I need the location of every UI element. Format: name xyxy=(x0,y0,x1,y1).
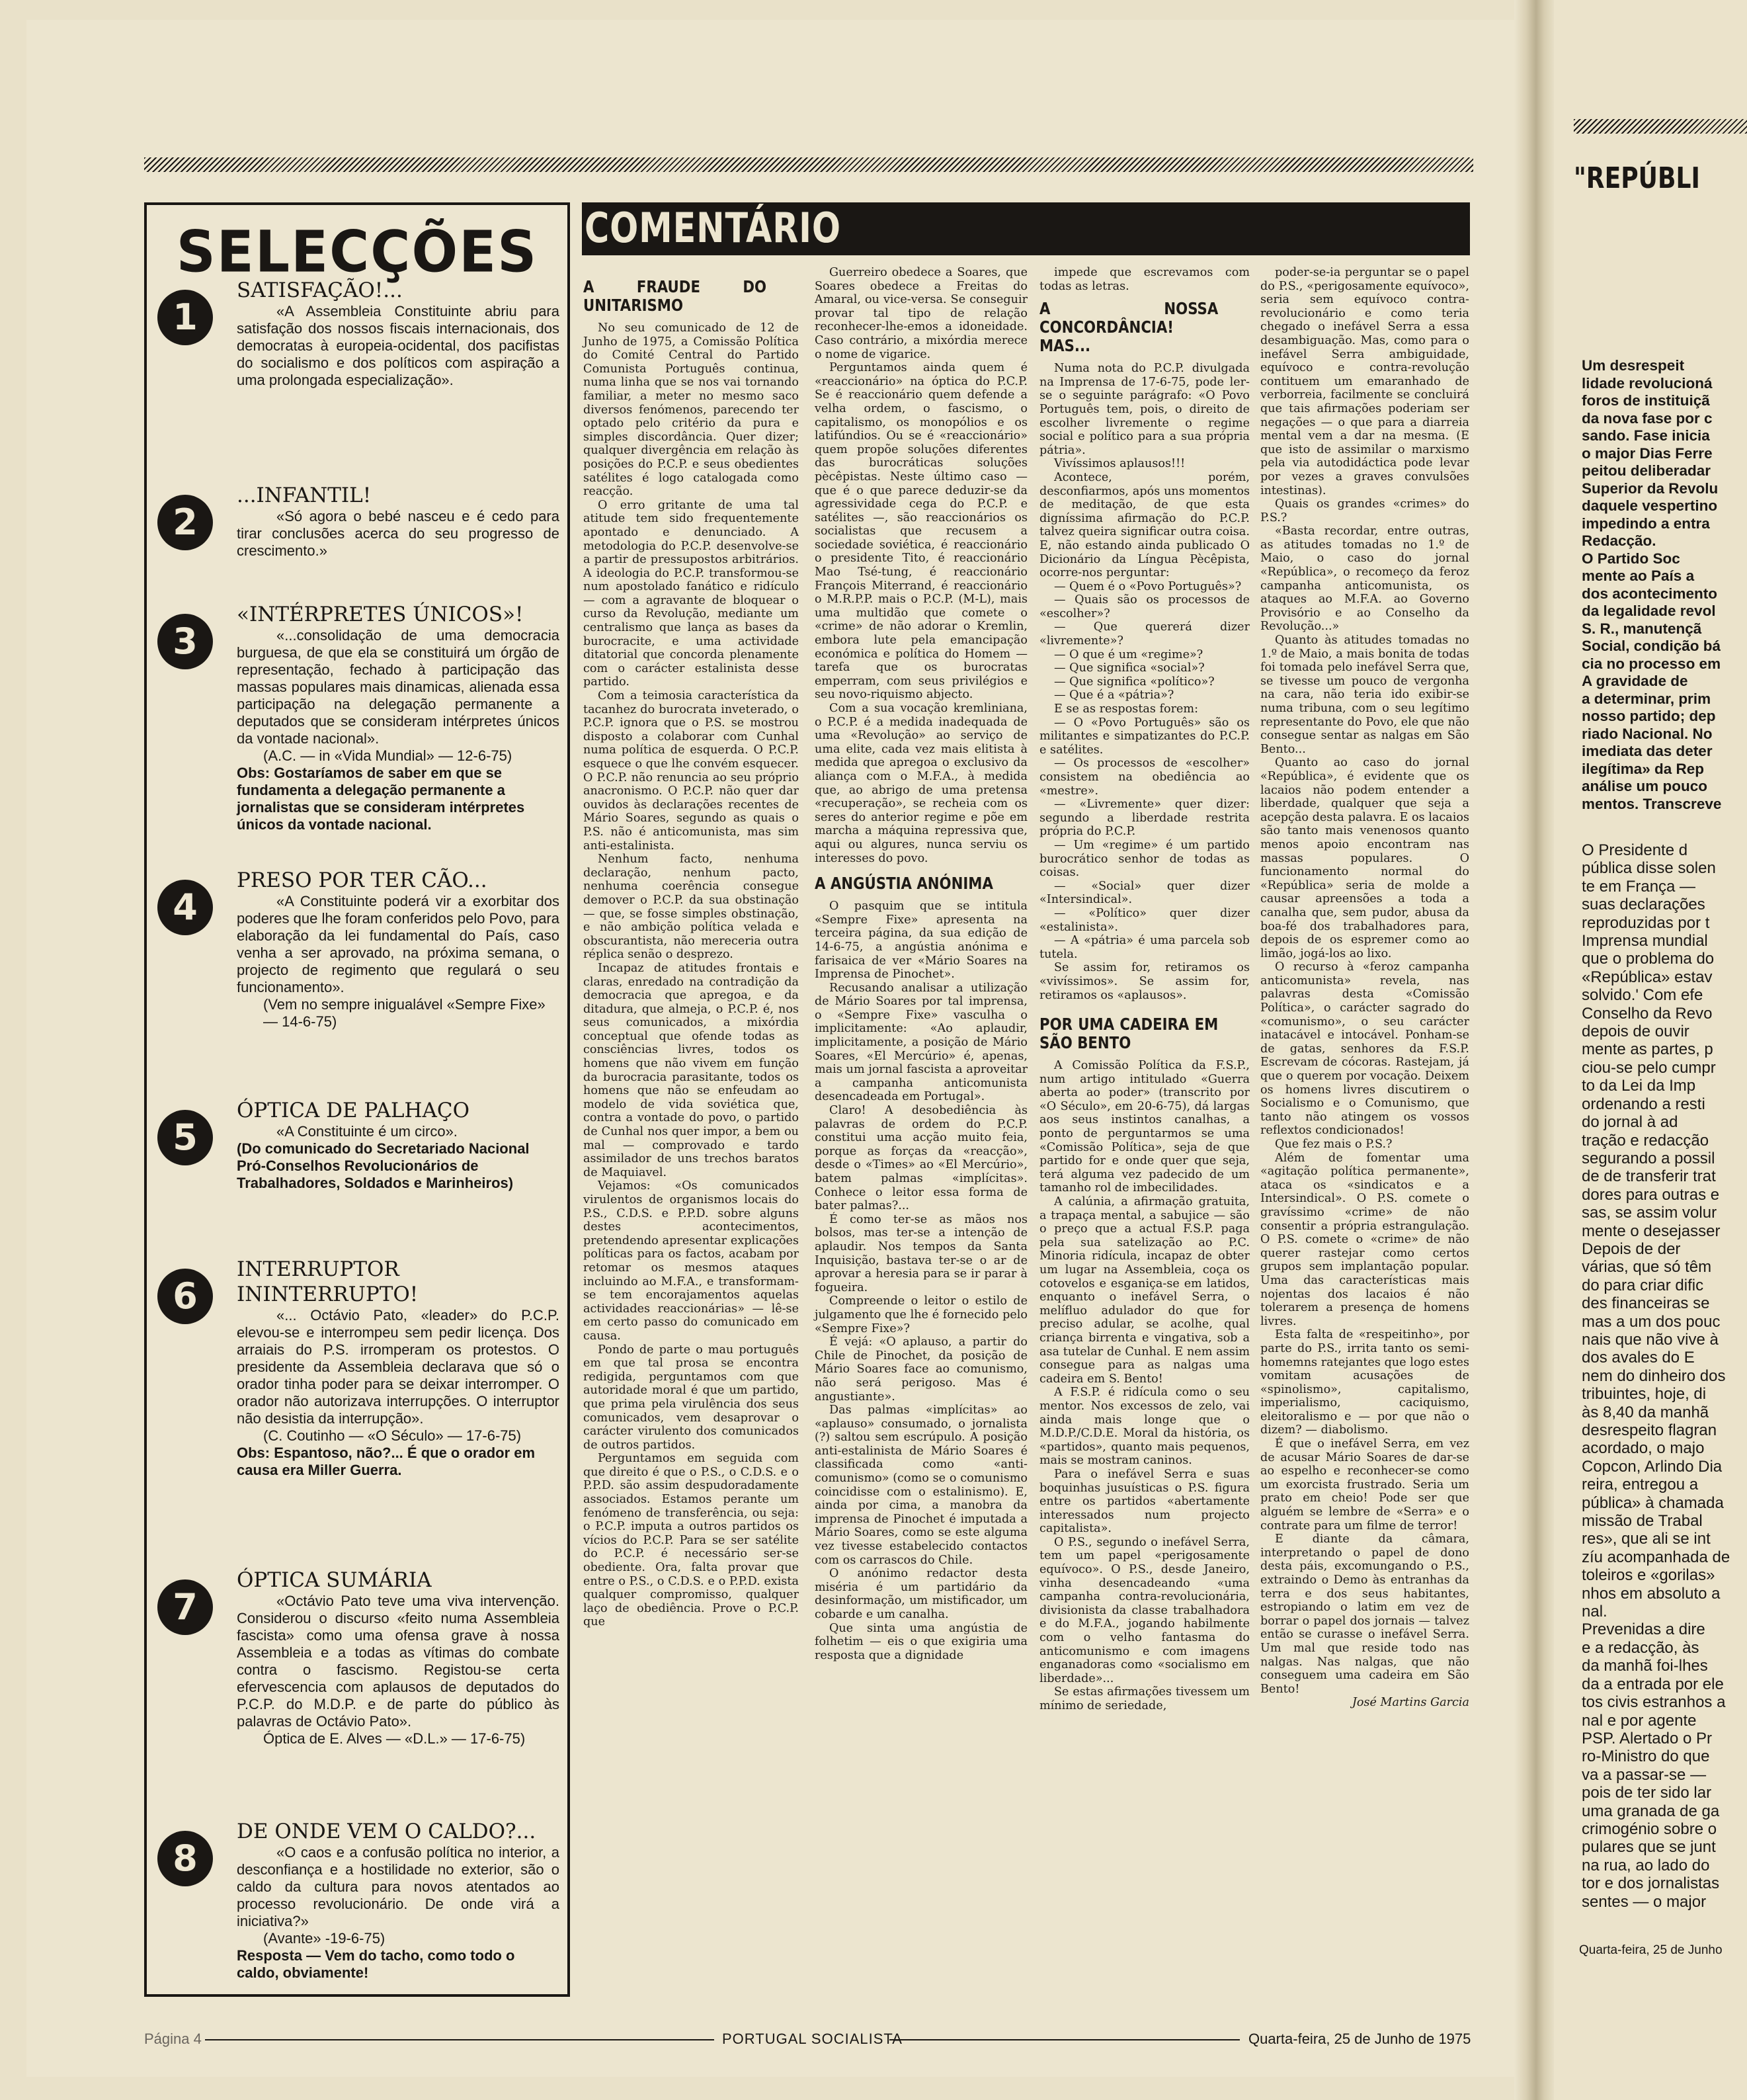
top-hatch-rule xyxy=(144,157,1473,172)
text-line: dos acontecimento xyxy=(1582,585,1718,602)
paragraph: Quanto ao caso do jornal «República», é evidente que os lacaios não podem entender a liberdade, qualquer que seja a acepção desta palavra. E os lacaios são tanto mais venenosos quanto menos apoio encontram nas massas populares. O funcionamento normal do «República» seria de molde a causar apreensões a toda a canalha que, sem pudor, abusa da boa-fé dos trabalhadores para, depois de os espremer como ao limão, jogá-los ao lixo. xyxy=(1260,756,1469,960)
paragraph: O recurso à «feroz campanha anticomunista» revela, nas palavras desta «Comissão Política», o carácter sagrado do «comunismo», o seu carácter inatacável e intocável. Ponham-se de gatas, senhores da F.S.P. Escrevam de cócoras. Rastejam, já que o querem por vocação. Deixem os homens livres discutirem o Socialismo e o Comunismo, que tanto não atingem os vossos reflextos condicionados! xyxy=(1260,960,1469,1138)
author-signature: José Martins Garcia xyxy=(1352,1696,1469,1710)
text-line: segurando a possil xyxy=(1582,1149,1715,1167)
item-title: DE ONDE VEM O CALDO?... xyxy=(237,1820,536,1843)
selection-item xyxy=(157,602,559,833)
item-number-badge: 4 xyxy=(157,880,213,935)
paragraph: Recusando analisar a utilização de Mário Soares por tal imprensa, o «Sempre Fixe» vasculha o implicitamente: «Ao aplaudir, implicitamente, a posição de Mário Soares, «El Mercúrio» é, apenas, mais um jornal fascista a aproveitar a campanha anticomunista desencadeada em Portugal». xyxy=(815,981,1028,1104)
item-quote: «...consolidação de uma democracia burguesa, de que ela se constituirá um órgão de representação, fechado à participação das massas populares mais dinamicas, alienada essa participação na delegação permanente a deputados que se consideram intérpretes únicos da vontade nacional». xyxy=(237,627,559,747)
text-line: peitou deliberadar xyxy=(1582,462,1711,479)
paragraph: Acontece, porém, desconfiarmos, após uns momentos de meditação, de que esta digníssima afirmação do P.C.P. talvez queira significar outra coisa. E, não estando ainda publicado O Dicionário da Língua Pècêpista, ocorre-nos perguntar: xyxy=(1039,470,1250,580)
text-line: mas a um dos pouc xyxy=(1582,1312,1721,1331)
item-note: Obs: Gostaríamos de saber em que se fundamenta a delegação permanente a jornalistas que se consideram intérpretes únicos da vontade nacional. xyxy=(237,765,525,833)
page-gutter xyxy=(1514,0,1554,2100)
text-line: lidade revolucioná xyxy=(1582,374,1713,392)
item-title: ÓPTICA SUMÁRIA xyxy=(237,1568,432,1592)
column-1-text xyxy=(583,321,799,1629)
text-line: tos civis estranhos a xyxy=(1582,1693,1726,1712)
item-source: (Vem no sempre inigualável «Sempre Fixe» — 14-6-75) xyxy=(263,996,546,1030)
paragraph: impede que escrevamos com todas as letras. xyxy=(1039,266,1250,293)
paragraph: — Que quererá dizer «livremente»? xyxy=(1039,620,1250,648)
paragraph: — Que significa «social»? xyxy=(1054,661,1205,675)
text-line: cia no processo em xyxy=(1582,655,1721,672)
text-line: PSP. Alertado o Pr xyxy=(1582,1729,1713,1747)
item-note: (Do comunicado do Secretariado Nacional Pró-Conselhos Revolucionários de Trabalhadores, Soldados e Marinheiros) xyxy=(237,1140,530,1191)
paragraph: Vejamos: «Os comunicados virulentos de organismos locais do P.S., C.D.S. e P.P.D. sobre alguns destes acontecimentos, pretendendo apresentar explicações políticas para os factos, acabam por retomar os mesmos ataques incluindo ao M.F.A., e transformam-se tem encorajamentos aquelas actividades reaccionárias» — lê-se em certo passo do comunicado em causa. xyxy=(583,1179,799,1343)
footer-newspaper-name: PORTUGAL SOCIALISTA xyxy=(722,2031,903,2047)
text-line: o major Dias Ferre xyxy=(1582,444,1713,462)
column-3a-text xyxy=(1039,266,1250,293)
text-line: ro-Ministro do que xyxy=(1582,1747,1710,1766)
text-line: a determinar, prim xyxy=(1582,690,1711,707)
item-note: Obs: Espantoso, não?... É que o orador em causa era Miller Guerra. xyxy=(237,1445,536,1478)
text-line: «República» estav xyxy=(1582,968,1713,986)
paragraph: Das palmas «implícitas» ao «aplauso» consumado, o jornalista (?) saltou sem escrúpulo. A posição anti-estalinista de Mário Soares é classificada como «anti-comunismo» (como se o comunismo coincidisse com o estalinismo). E, ainda por cima, a manobra da imprensa de Pinochet é imputada a Mário Soares, como se este alguma vez tivesse estabelecido contactos com os carrascos do Chile. xyxy=(815,1404,1028,1567)
footer-page-number: Página 4 xyxy=(144,2031,202,2047)
text-line: do para criar dific xyxy=(1582,1276,1704,1294)
text-line: nhos em absoluto a xyxy=(1582,1584,1721,1603)
text-line: A gravidade de xyxy=(1582,673,1688,689)
text-line: zíu acompanhada de xyxy=(1582,1548,1730,1566)
text-line: Redacção. xyxy=(1582,532,1656,549)
paragraph: Se assim for, retiramos os «vivíssimos». Se assim for, retiramos os «aplausos». xyxy=(1039,961,1250,1002)
selection-item xyxy=(157,1098,559,1192)
right-page-title: "REPÚBLI xyxy=(1574,161,1700,195)
column-2b-text xyxy=(815,900,1028,1662)
item-number-badge: 6 xyxy=(157,1269,213,1324)
text-line: Conselho da Revo xyxy=(1582,1004,1713,1023)
selection-item xyxy=(157,1257,559,1479)
text-line: da legalidade revol xyxy=(1582,603,1716,619)
text-line: foros de instituiçã xyxy=(1582,392,1710,409)
right-page-lead xyxy=(1582,357,1747,813)
item-number-badge: 1 xyxy=(157,290,213,345)
text-line: riado Nacional. No xyxy=(1582,725,1713,742)
text-line: reira, entregou a xyxy=(1582,1476,1699,1494)
text-line: mente as partes, p xyxy=(1582,1040,1713,1059)
text-line: Um desrespeit xyxy=(1582,357,1685,374)
text-line: Superior da Revolu xyxy=(1582,480,1719,497)
text-line: ilegítima» da Rep xyxy=(1582,760,1705,777)
paragraph: poder-se-ia perguntar se o papel do P.S., «perigosamente equívoco», seria sem equívoco contra-revolucionário e como teria chegado o inefável Serra a essa desambiguação. Mas, como para o inefável Serra ambiguidade, equívoco e contra-revolução contituem um emaranhado de verborreia, facilmente se concluirá que tais afirmações poderiam ser negações — o que para a diarreia mental vem a dar na mesma. (E que isto de assimilar o marxismo pela via autodidáctica pode levar por vezes a graves convulsões intestinas). xyxy=(1260,266,1469,497)
text-line: O Partido Soc xyxy=(1582,550,1680,567)
text-line: de de transferir trat xyxy=(1582,1167,1716,1186)
text-line: nal. xyxy=(1582,1603,1607,1621)
text-line: Copcon, Arlindo Dia xyxy=(1582,1457,1723,1476)
selection-item xyxy=(157,278,559,389)
column-2 xyxy=(815,266,1028,1662)
paragraph: O P.S., segundo o inefável Serra, tem um papel «perigosamente equívoco». O P.S., desde Janeiro, vinha desencadeando «uma campanha contra-revolucionária, divisionista da classe trabalhadora e do M.F.A., jogando habilmente com o velho fantasma do anticomunismo e com imagens enganadoras como «socialismo em liberdade»... xyxy=(1039,1535,1250,1685)
footer-rule-left xyxy=(205,2039,714,2040)
text-line: toleiros e «gorilas» xyxy=(1582,1566,1715,1585)
paragraph: Vivíssimos aplausos!!! xyxy=(1054,457,1186,471)
column-3-text xyxy=(1039,362,1250,1002)
item-source: (C. Coutinho — «O Século» — 17-6-75) xyxy=(263,1427,522,1444)
paragraph: — Que significa «político»? xyxy=(1054,675,1215,689)
text-line: mente o desejasser xyxy=(1582,1222,1721,1240)
item-title: ...INFANTIL! xyxy=(237,483,372,507)
paragraph: Claro! A desobediência às palavras de ordem do P.C.P. constitui uma acção muito feia, porque as forças da «reacção», desde o «Times» ao «El Mercúrio», batem palmas «implícitas». Conhece o leitor essa forma de bater palmas?... xyxy=(815,1104,1028,1213)
paragraph: — «Livremente» quer dizer: segundo a liberdade restrita própria do P.C.P. xyxy=(1039,798,1250,839)
text-line: nem do dinheiro dos xyxy=(1582,1366,1726,1385)
text-line: sentes — o major xyxy=(1582,1892,1707,1911)
selection-item xyxy=(157,1819,559,1982)
text-line: acordado, o majo xyxy=(1582,1439,1705,1458)
text-line: pois de ter sido lar xyxy=(1582,1784,1712,1802)
paragraph: Nenhum facto, nenhuma declaração, nenhum pacto, nenhuma coerência consegue demover o P.C.P. da sua obstinação — que, se fosse simples obstinação, e não ambição política velada e obscurantista, não mereceria outra réplica senão o desprezo. xyxy=(583,853,799,962)
item-quote: «A Constituinte é um circo». xyxy=(276,1123,458,1140)
text-line: ordenando a resti xyxy=(1582,1095,1705,1113)
item-number-badge: 8 xyxy=(157,1831,213,1886)
headline-angustia: A ANGÚSTIA ANÓNIMA xyxy=(815,874,993,894)
paragraph: E diante da câmara, interpretando o papel de dono desta páis, excomungando o P.S., extraindo o Demo às entranhas da terra e dos seus habitantes, estropiando o latim em vez de borrar o papel dos jornais — talvez então se curasse o inefável Serra. Um mal que reside todo nas nalgas. Nas nalgas, que não conseguem uma cadeira em São Bento! xyxy=(1260,1533,1469,1696)
paragraph: A F.S.P. é ridícula como o seu mentor. Nos excessos de zelo, vai ainda mais longe que o M.D.P./C.D.E. Moral da história, os «partidos», quanto mais pequenos, mais se mostram caninos. xyxy=(1039,1386,1250,1468)
paragraph: Perguntamos em seguida com que direito é que o P.S., o C.D.S. e o P.P.D. são assim despudoradamente associados. Estamos perante um fenómeno de transferência, ou seja: o P.C.P. imputa a outros partidos os vícios do P.C.P. Para se ser satélite do P.C.P. é necessário ser-se obediente. Ora, falta provar que entre o P.S., o C.D.S. e o P.P.D. exista qualquer compromisso, qualquer laço de obediência. Prove o P.C.P. que xyxy=(583,1452,799,1629)
column-3b-text xyxy=(1039,1059,1250,1713)
paragraph: Compreende o leitor o estilo de julgamento que lhe é fornecido pelo «Sempre Fixe»? xyxy=(815,1294,1028,1335)
footer-date: Quarta-feira, 25 de Junho de 1975 xyxy=(1248,2031,1471,2047)
paragraph: — «Político» quer dizer «estalinista». xyxy=(1039,906,1250,934)
text-line: pública disse solen xyxy=(1582,859,1716,878)
text-line: mente ao País a xyxy=(1582,567,1695,584)
paragraph: «Basta recordar, entre outras, as atitudes tomadas no 1.º de Maio, o caso do jornal «República», o recomeço da feroz campanha anticomunista, os ataques ao M.F.A. ao Governo Provisório e ao Conselho da Revolução...» xyxy=(1260,525,1469,634)
paragraph: Se estas afirmações tivessem um mínimo de seriedade, xyxy=(1039,1685,1250,1712)
item-title: ÓPTICA DE PALHAÇO xyxy=(237,1099,470,1122)
item-quote: «Octávio Pato teve uma viva intervenção. Considerou o discurso «feito numa Assembleia fascista» como uma ofensa grave à nossa Assembleia e a todas as vítimas do combate contra o fascismo. Registou-se certa efervescencia com aplausos de deputados do P.C.P. do M.D.P. e de parte do público às palavras de Octávio Pato». xyxy=(237,1593,559,1730)
text-line: sas, se assim volur xyxy=(1582,1204,1717,1222)
paragraph: — Quais são os processos de «escolher»? xyxy=(1039,593,1250,620)
paragraph: — A «pátria» é uma parcela sob tutela. xyxy=(1039,934,1250,961)
text-line: ciou-se pelo cumpr xyxy=(1582,1058,1716,1077)
paragraph: Para o inefável Serra e suas boquinhas jusuísticas o P.S. figura entre os partidos «abertamente interessados num projecto capitalista». xyxy=(1039,1467,1250,1536)
text-line: daquele vespertino xyxy=(1582,497,1718,514)
text-line: nais que não vive à xyxy=(1582,1330,1719,1349)
paragraph: Além de fomentar uma «agitação política permanente», ataca os «sindicatos e a Intersindical». O P.S. comete o gravíssimo «crime» de não consentir a própria estrangulação. O P.S. comete o «crime» de não querer rastejar como certos grupos sem implantação popular. Uma das características mais nojentas dos lacaios é não tolerarem a presença de homens livres. xyxy=(1260,1151,1469,1328)
text-line: sando. Fase inicia xyxy=(1582,427,1710,444)
text-line: às 8,40 da manhã xyxy=(1582,1403,1709,1421)
right-page-hatch-rule xyxy=(1574,119,1747,134)
paragraph: — Quem é o «Povo Português»? xyxy=(1054,579,1242,593)
paragraph: — Os processos de «escolher» consistem na obediência ao «mestre». xyxy=(1039,757,1250,798)
paragraph: Que sinta uma angústia de folhetim — eis o que exigiria uma resposta que a dignidade xyxy=(815,1621,1028,1662)
paragraph: Guerreiro obedece a Soares, que Soares obedece a Freitas do Amaral, ou vice-versa. Se conseguir provar tal tipo de relação reconhecer-lhe-emos a idoneidade. Caso contrário, a mixórdia merece o nome de vigarice. xyxy=(815,266,1028,361)
text-line: da a entrada por ele xyxy=(1582,1675,1724,1693)
paragraph: Quanto às atitudes tomadas no 1.º de Maio, a mais bonita de todas foi tomada pelo inefável Serra que, se tivesse um pouco de vergonha na cara, não teria ido exibir-se numa tribuna, com o seu legítimo representante do Povo, ele que não consegue sentar as nalgas em São Bento... xyxy=(1260,634,1469,756)
text-line: te em França — xyxy=(1582,877,1696,896)
paragraph: Quais os grandes «crimes» do P.S.? xyxy=(1260,497,1469,525)
text-line: nosso partido; dep xyxy=(1582,708,1716,724)
text-line: O Presidente d xyxy=(1582,841,1688,859)
paragraph: — «Social» quer dizer «Intersindical». xyxy=(1039,879,1250,907)
headline-fraude: A FRAUDE DO UNITARISMO xyxy=(583,277,767,315)
item-title: PRESO POR TER CÃO... xyxy=(237,868,487,892)
text-line: impedindo a entra xyxy=(1582,515,1710,532)
headline-concordancia: A NOSSA CONCORDÂNCIA! MAS... xyxy=(1039,299,1219,356)
paragraph: — Que é a «pátria»? xyxy=(1054,689,1174,702)
text-line: crimogénio sobre o xyxy=(1582,1820,1717,1838)
comentario-title: COMENTÁRIO xyxy=(585,204,841,252)
paragraph: O pasquim que se intitula «Sempre Fixe» apresenta na terceira página, da sua edição de 14-6-75, a angústia anónima e farisaica de ver «Mário Soares na Imprensa de Pinochet». xyxy=(815,900,1028,982)
text-line: Prevenidas a dire xyxy=(1582,1620,1705,1639)
item-number-badge: 5 xyxy=(157,1110,213,1165)
text-line: desrespeito flagran xyxy=(1582,1421,1717,1439)
text-line: tração e redacção xyxy=(1582,1131,1709,1150)
paragraph: Perguntamos ainda quem é «reaccionário» na óptica do P.C.P. Se é reaccionário quem defende a velha ordem, o fascismo, o capitalismo, os monopólios e os latifúndios. Ou se é «reaccionário» quem propõe soluções diferentes das burocráticas soluções pècêpistas. Neste último caso — que é o que parece deduzir-se da agressividade cega do P.C.P. e satélites —, são reaccionários os socialistas que recusem a sociedade soviética, é reaccionário o presidente Tito, é reaccionário Mao Tsé-tung, é reaccionário François Miterrand, é reaccionário o M.R.P.P. mais o P.C.P. (M-L), mais uma multidão que comete o «crime» de não adorar o Kremlin, embora lute pela emancipação económica e política do Homem — tarefa que os burocratas emperram, com seus privilégios e seu novo-riquismo abjecto. xyxy=(815,361,1028,702)
text-line: pulares que se junt xyxy=(1582,1838,1716,1857)
seleccoes-box xyxy=(144,202,570,1997)
text-line: da nova fase por c xyxy=(1582,409,1713,427)
text-line: dos avales do E xyxy=(1582,1349,1695,1367)
paragraph: O erro gritante de uma tal atitude tem sido frequentemente apontado e denunciado. A metodologia do P.C.P. desenvolve-se a partir de pressupostos arbitrários. A ideologia do P.C.P. transformou-se num apostolado fanático e ridículo — com a agravante de bloquear o curso da Revolução, mediante um centralismo que lança as bases da burocracite, e uma actividade ditatorial que concorda plenamente com o carácter estalinista desse partido. xyxy=(583,498,799,689)
item-number-badge: 7 xyxy=(157,1579,213,1635)
selection-item xyxy=(157,868,559,1030)
paragraph: É vejá: «O aplauso, a partir do Chile de Pinochet, da posição de Mário Soares face ao comunismo, não será perigoso. Mas é angustiante». xyxy=(815,1335,1028,1404)
paragraph: A calúnia, a afirmação gratuita, a trapaça mental, a sabujice — são o preço que a actual F.S.P. paga pela sua satelização ao P.C. Minoria ridícula, incapaz de obter um lugar na Assembleia, coça os cotovelos e esganiça-se em latidos, enquanto o inefável Serra, o melífluo adulador do que for preciso adular, se acolhe, qual criança birrenta e vingativa, sob a asa tutelar de Cunhal. E nem assim consegue para as nalgas uma cadeira em S. Bento! xyxy=(1039,1195,1250,1386)
text-line: que o problema do xyxy=(1582,950,1715,968)
column-3 xyxy=(1039,266,1250,1713)
paragraph: O anónimo redactor desta miséria é um partidário da desinformação, um mistificador, um cobarde e um canalha. xyxy=(815,1567,1028,1621)
item-number-badge: 2 xyxy=(157,495,213,550)
item-quote: «A Assembleia Constituinte abriu para satisfação dos nossos fiscais internacionais, dos democratas à europeia-ocidental, dos pacifistas do socialismo e dos políticos com aspiração a uma prolongada especialização». xyxy=(237,303,559,388)
paragraph: A Comissão Política da F.S.P., num artigo intitulado «Guerra aberta ao poder» (transcrito por «O Século», em 20-6-75), dá largas aos seus instintos canalhas, a ponto de perguntarmos se uma «Comissão Política», seja de que partido for e onde quer que seja, terá alguma vez padecido de um tamanho rol de imbecilidades. xyxy=(1039,1059,1250,1195)
paragraph: É que o inefável Serra, em vez de acusar Mário Soares de dar-se ao espelho e reconhecer-se como um exorcista frustrado. Seria um prato em cheio! Pode ser que alguém se lembre de «Serra» e o contrate para um filme de terror! xyxy=(1260,1437,1469,1533)
paragraph: — O «Povo Português» são os militantes e simpatizantes do P.C.P. e satélites. xyxy=(1039,716,1250,757)
headline-cadeira: POR UMA CADEIRA EM SÃO BENTO xyxy=(1039,1015,1219,1053)
item-source: (A.C. — in «Vida Mundial» — 12-6-75) xyxy=(263,747,512,764)
item-quote: «A Constituinte poderá vir a exorbitar dos poderes que lhe foram conferidos pelo Povo, para elaboração da lei fundamental do País, caso venha a ser aprovado, na próxima semana, o projecto de regimento que regulará o seu funcionamento». xyxy=(237,893,559,995)
paragraph: Com a sua vocação kremliniana, o P.C.P. é a medida inadequada de uma «Revolução» ao serviço de uma elite, cada vez mais elitista à medida que apregoa o exclusivo da aliança com o M.F.A., à medida que, ao abrigo de uma pretensa «recuperação», se recheia com os seres do anterior regime e põe em marcha a máquina repressiva que, aqui ou algures, nunca serviu os interesses do povo. xyxy=(815,702,1028,865)
text-line: tor e dos jornalistas xyxy=(1582,1874,1720,1893)
right-page-body xyxy=(1582,841,1747,1911)
text-line: des financeiras se xyxy=(1582,1294,1710,1313)
item-quote: «O caos e a confusão política no interior, a desconfiança e a hostilidade no exterior, são o caldo da cultura para novos atentados ao processo revolucionário. De onde virá a iniciativa?» xyxy=(237,1844,559,1929)
item-note: Resposta — Vem do tacho, como todo o caldo, obviamente! xyxy=(237,1947,515,1981)
text-line: Social, condição bá xyxy=(1582,638,1721,654)
text-line: Depois de der xyxy=(1582,1239,1681,1258)
column-2-text xyxy=(815,266,1028,865)
item-number-badge: 3 xyxy=(157,614,213,669)
paragraph: Que fez mais o P.S.? xyxy=(1275,1138,1393,1151)
text-line: reproduzidas por t xyxy=(1582,913,1710,932)
text-line: depois de ouvir xyxy=(1582,1023,1689,1041)
paragraph: Incapaz de atitudes frontais e claras, enredado na contradição da democracia que apregoa, e da ditadura, que almeja, o P.C.P. é, nos seus comunicados, a mixórdia conceptual que ofende todas as consciências livres, todos os homens que não vivem em função da burocracia parasitante, todos os homens que não se enfeudam ao modelo de vida soviética que, contra a vontade do povo, o partido de Cunhal nos quer impor, a bem ou mal — comprovado e tardo assimilador de uns trechos baratos de Maquiavel. xyxy=(583,961,799,1179)
paragraph: Pondo de parte o mau português em que tal prosa se encontra redigida, perguntamos com que autoridade moral é que um partido, que prima pela virulência dos seus comunicados, vem desaprovar o carácter virulento dos comunicados de outros partidos. xyxy=(583,1343,799,1452)
text-line: na rua, ao lado do xyxy=(1582,1856,1710,1874)
paragraph: — O que é um «regime»? xyxy=(1054,648,1203,661)
text-line: solvido.' Com efe xyxy=(1582,986,1703,1005)
text-line: mentos. Transcreve xyxy=(1582,795,1722,812)
text-line: to da Lei da Imp xyxy=(1582,1077,1696,1095)
text-line: dores para outras e xyxy=(1582,1185,1720,1204)
text-line: S. R., manutençã xyxy=(1582,620,1702,637)
paragraph: No seu comunicado de 12 de Junho de 1975, a Comissão Política do Comité Central do Partido Comunista Português continua, numa linha que se nos vai tornando familiar, a meter no mesmo saco diversos fenómenos, parecendo ter optado pelo critério da pura e simples discordância. Quer dizer; qualquer divergência em relação às posições do P.C.P. e seus obedientes satélites é logo catalogada como reacção. xyxy=(583,321,799,499)
text-line: nal e por agente xyxy=(1582,1711,1697,1730)
right-page-footer: Quarta-feira, 25 de Junho xyxy=(1579,1943,1723,1957)
item-title: INTERRUPTOR ININTERRUPTO! xyxy=(237,1257,419,1306)
paragraph: Com a teimosia característica da tacanhez do burocrata inveterado, o P.C.P. ignora que o P.S. se mostrou disposto a colaborar com Cunhal numa política de esquerda. O P.C.P. esquece o que lhe convém esquecer. O P.C.P. não renuncia ao seu próprio anacronismo. O P.C.P. não quer dar ouvidos às declarações recentes de Mário Soares, segundo as quais o P.S. não é anticomunista, mas sim anti-estalinista. xyxy=(583,689,799,853)
text-line: res», que ali se int xyxy=(1582,1530,1711,1548)
text-line: pública» à chamada xyxy=(1582,1493,1724,1512)
paragraph: — Um «regime» é um partido burocrático senhor de todas as coisas. xyxy=(1039,838,1250,880)
text-line: Imprensa mundial xyxy=(1582,932,1708,950)
selection-item xyxy=(157,1568,559,1747)
text-line: do jornal à ad xyxy=(1582,1113,1678,1132)
column-4-text xyxy=(1260,266,1469,1696)
item-quote: «... Octávio Pato, «leader» do P.C.P. elevou-se e interrompeu sem pedir licença. Dos arraiais do P.S. irromperam os protestos. O presidente da Assembleia declarava que só o orador tinha poder para se deixar interromper. O orador não autorizava interrupções. O interruptor não desistia da interrupção». xyxy=(237,1307,559,1427)
footer-rule-right xyxy=(889,2039,1240,2040)
text-line: análise um pouco xyxy=(1582,778,1708,794)
item-source: (Avante» -19-6-75) xyxy=(263,1930,386,1947)
paragraph: E se as respostas forem: xyxy=(1054,702,1199,716)
text-line: va a passar-se — xyxy=(1582,1765,1707,1784)
column-1 xyxy=(583,278,799,1629)
text-line: da manhã foi-lhes xyxy=(1582,1657,1708,1675)
item-title: «INTÉRPRETES ÚNICOS»! xyxy=(237,603,524,626)
text-line: imediata das deter xyxy=(1582,743,1713,759)
item-title: SATISFAÇÃO!... xyxy=(237,278,403,302)
paragraph: É como ter-se as mãos nos bolsos, mas ter-se a intenção de aplaudir. Nos tempos da Santa Inquisição, bastava ter-se o ar de aprovar a heresia para se ir parar à fogueira. xyxy=(815,1212,1028,1294)
text-line: missão de Trabal xyxy=(1582,1512,1703,1531)
text-line: e a redacção, às xyxy=(1582,1638,1699,1657)
text-line: várias, que só têm xyxy=(1582,1258,1712,1277)
seleccoes-title: SELECÇÕES xyxy=(176,219,538,286)
paragraph: Esta falta de «respeitinho», por parte do P.S., irrita tanto os semi-homemns ratejantes que logo estes vomitam acusações de «spinolismo», capitalismo, imperialismo, caciquismo, eleitoralismo e — por que não o dizem? — diabolismo. xyxy=(1260,1328,1469,1437)
column-4 xyxy=(1260,266,1469,1710)
text-line: uma granada de ga xyxy=(1582,1802,1720,1820)
text-line: tribuintes, hoje, di xyxy=(1582,1385,1707,1404)
paragraph: Numa nota do P.C.P. divulgada na Imprensa de 17-6-75, pode ler-se o seguinte parágrafo: «O Povo Português tem, pois, o direito de escolher livremente o regime social e político para a sua própria pátria». xyxy=(1039,362,1250,457)
item-quote: «Só agora o bebé nasceu e é cedo para tirar conclusões acerca do seu progresso de crescimento.» xyxy=(237,508,559,559)
text-line: suas declarações xyxy=(1582,896,1705,914)
item-source: Óptica de E. Alves — «D.L.» — 17-6-75) xyxy=(263,1730,526,1747)
selection-item xyxy=(157,483,559,560)
